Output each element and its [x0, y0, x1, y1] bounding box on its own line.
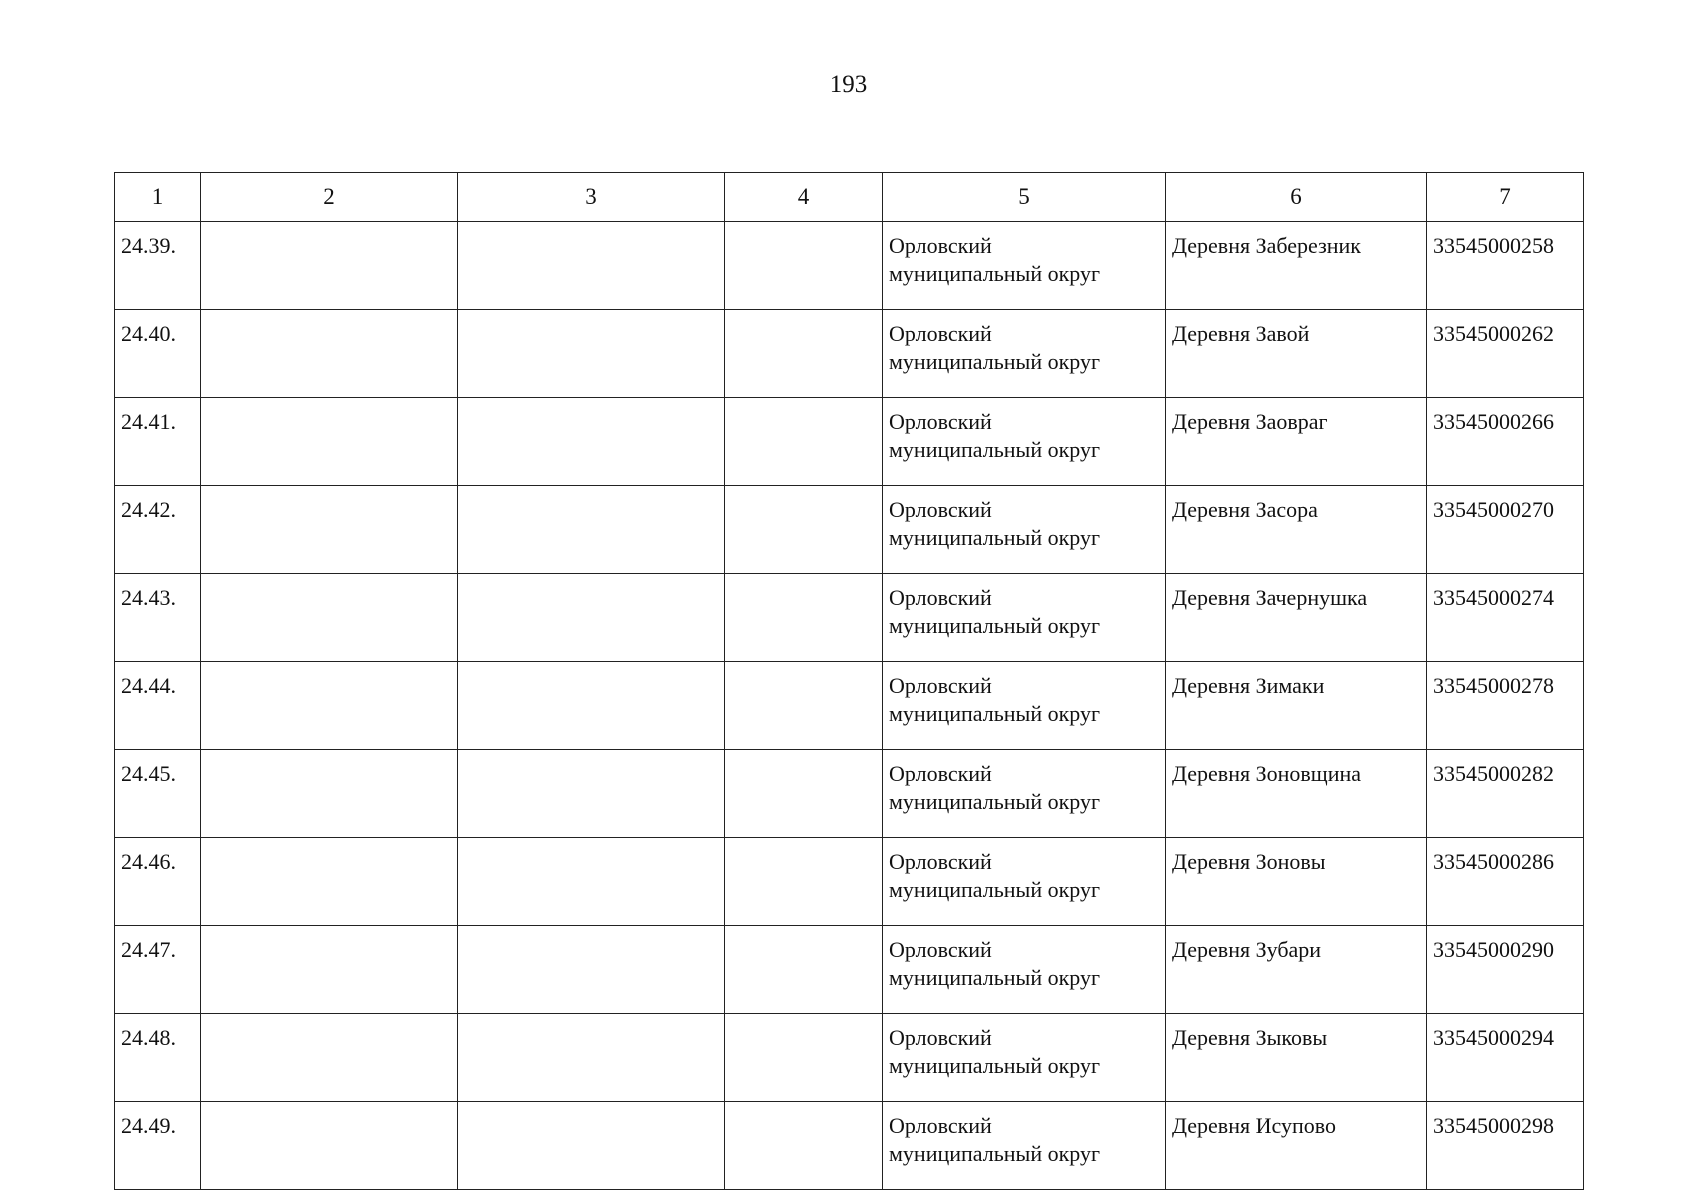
district-type: муниципальный округ	[889, 261, 1101, 286]
code-cell: 33545000282	[1427, 750, 1584, 838]
table-row	[115, 1102, 1584, 1190]
column-2-cell	[201, 838, 458, 926]
row-number-cell: 24.48.	[115, 1014, 201, 1102]
row-number-cell: 24.41.	[115, 398, 201, 486]
column-2-cell	[201, 1102, 458, 1190]
row-number-cell: 24.45.	[115, 750, 201, 838]
column-4-cell	[725, 486, 883, 574]
locality-cell: Деревня Зубари	[1166, 926, 1427, 1014]
column-3-cell	[458, 926, 725, 1014]
column-2-cell	[201, 222, 458, 310]
column-4-cell	[725, 750, 883, 838]
column-4-cell	[725, 574, 883, 662]
row-number-cell: 24.46.	[115, 838, 201, 926]
header-row	[115, 173, 1584, 222]
row-number-cell: 24.43.	[115, 574, 201, 662]
table-row	[115, 398, 1584, 486]
column-2-cell	[201, 486, 458, 574]
table-row	[115, 310, 1584, 398]
column-4-cell	[725, 662, 883, 750]
locality-cell: Деревня Заберезник	[1166, 222, 1427, 310]
column-3-cell	[458, 486, 725, 574]
column-2-cell	[201, 310, 458, 398]
code-cell: 33545000266	[1427, 398, 1584, 486]
table-row	[115, 750, 1584, 838]
page-number: 193	[829, 71, 868, 98]
district-type: муниципальный округ	[889, 1141, 1101, 1166]
table-header	[115, 173, 1584, 222]
district-cell	[883, 1014, 1166, 1102]
column-2-cell	[201, 750, 458, 838]
table-row	[115, 1014, 1584, 1102]
column-4-cell	[725, 1014, 883, 1102]
locality-cell: Деревня Зыковы	[1166, 1014, 1427, 1102]
district-name: Орловский	[889, 1113, 992, 1138]
column-4-cell	[725, 222, 883, 310]
column-4-cell	[725, 838, 883, 926]
table-row	[115, 838, 1584, 926]
district-name: Орловский	[889, 497, 992, 522]
column-4-cell	[725, 398, 883, 486]
district-name: Орловский	[889, 585, 992, 610]
column-2-cell	[201, 574, 458, 662]
column-header: 6	[1166, 173, 1427, 222]
district-cell	[883, 838, 1166, 926]
table-row	[115, 662, 1584, 750]
column-3-cell	[458, 1014, 725, 1102]
district-name: Орловский	[889, 1025, 992, 1050]
code-cell: 33545000258	[1427, 222, 1584, 310]
district-type: муниципальный округ	[889, 1053, 1101, 1078]
column-2-cell	[201, 662, 458, 750]
column-header: 5	[883, 173, 1166, 222]
locality-cell: Деревня Засора	[1166, 486, 1427, 574]
locality-cell: Деревня Зоновы	[1166, 838, 1427, 926]
column-4-cell	[725, 1102, 883, 1190]
row-number-cell: 24.42.	[115, 486, 201, 574]
column-3-cell	[458, 750, 725, 838]
district-cell	[883, 310, 1166, 398]
column-2-cell	[201, 398, 458, 486]
district-cell	[883, 486, 1166, 574]
locality-cell: Деревня Зимаки	[1166, 662, 1427, 750]
column-header: 3	[458, 173, 725, 222]
column-header: 7	[1427, 173, 1584, 222]
district-cell	[883, 662, 1166, 750]
locality-cell: Деревня Заовраг	[1166, 398, 1427, 486]
district-type: муниципальный округ	[889, 701, 1101, 726]
district-name: Орловский	[889, 321, 992, 346]
district-type: муниципальный округ	[889, 965, 1101, 990]
district-type: муниципальный округ	[889, 613, 1101, 638]
locality-cell: Деревня Исупово	[1166, 1102, 1427, 1190]
row-number-cell: 24.49.	[115, 1102, 201, 1190]
table-body	[115, 222, 1584, 1190]
column-2-cell	[201, 926, 458, 1014]
table-row	[115, 486, 1584, 574]
district-name: Орловский	[889, 937, 992, 962]
district-name: Орловский	[889, 761, 992, 786]
table-row	[115, 574, 1584, 662]
column-header: 1	[115, 173, 201, 222]
row-number-cell: 24.39.	[115, 222, 201, 310]
code-cell: 33545000262	[1427, 310, 1584, 398]
district-cell	[883, 222, 1166, 310]
column-3-cell	[458, 662, 725, 750]
code-cell: 33545000278	[1427, 662, 1584, 750]
district-cell	[883, 750, 1166, 838]
column-3-cell	[458, 310, 725, 398]
column-2-cell	[201, 1014, 458, 1102]
district-name: Орловский	[889, 409, 992, 434]
column-4-cell	[725, 926, 883, 1014]
district-cell	[883, 926, 1166, 1014]
row-number-cell: 24.44.	[115, 662, 201, 750]
column-3-cell	[458, 838, 725, 926]
code-cell: 33545000270	[1427, 486, 1584, 574]
column-header: 4	[725, 173, 883, 222]
row-number-cell: 24.40.	[115, 310, 201, 398]
table-row	[115, 222, 1584, 310]
code-cell: 33545000298	[1427, 1102, 1584, 1190]
column-header: 2	[201, 173, 458, 222]
code-cell: 33545000286	[1427, 838, 1584, 926]
district-type: муниципальный округ	[889, 525, 1101, 550]
district-type: муниципальный округ	[889, 349, 1101, 374]
locality-cell: Деревня Завой	[1166, 310, 1427, 398]
district-cell	[883, 574, 1166, 662]
table-row	[115, 926, 1584, 1014]
column-3-cell	[458, 222, 725, 310]
district-type: муниципальный округ	[889, 877, 1101, 902]
locality-cell: Деревня Зоновщина	[1166, 750, 1427, 838]
district-name: Орловский	[889, 849, 992, 874]
locality-cell: Деревня Зачернушка	[1166, 574, 1427, 662]
column-4-cell	[725, 310, 883, 398]
row-number-cell: 24.47.	[115, 926, 201, 1014]
district-name: Орловский	[889, 673, 992, 698]
column-3-cell	[458, 574, 725, 662]
column-3-cell	[458, 1102, 725, 1190]
district-type: муниципальный округ	[889, 789, 1101, 814]
column-3-cell	[458, 398, 725, 486]
code-cell: 33545000274	[1427, 574, 1584, 662]
registry-table	[114, 172, 1584, 1190]
district-name: Орловский	[889, 233, 992, 258]
code-cell: 33545000290	[1427, 926, 1584, 1014]
district-cell	[883, 398, 1166, 486]
district-type: муниципальный округ	[889, 437, 1101, 462]
district-cell	[883, 1102, 1166, 1190]
code-cell: 33545000294	[1427, 1014, 1584, 1102]
